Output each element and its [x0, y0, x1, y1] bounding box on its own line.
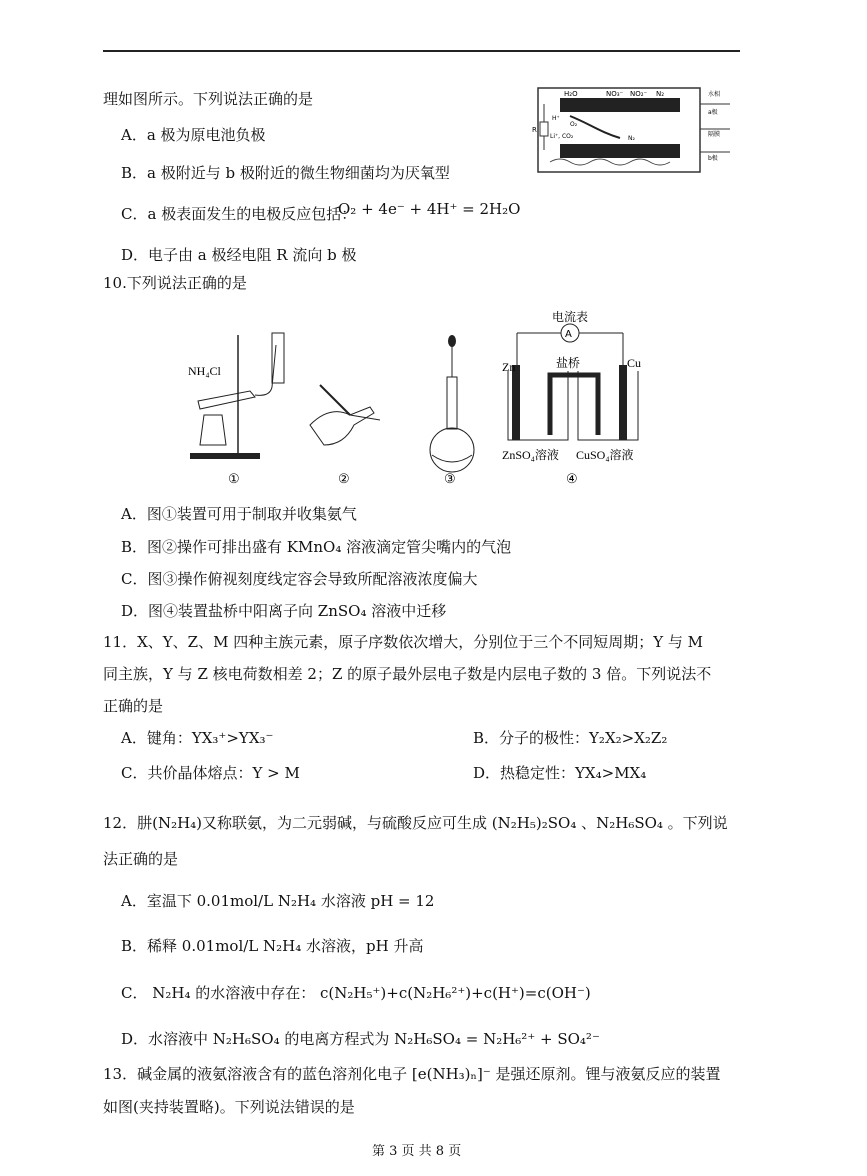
- q11-option-c: C．共价晶体熔点：Y > M: [121, 764, 300, 782]
- q11-stem-line1: 11．X、Y、Z、M 四种主族元素，原子序数依次增大，分别位于三个不同短周期；Y 与 M: [103, 633, 704, 651]
- q12-stem-line1: 12．肼(N₂H₄)又称联氨，为二元弱碱，与硫酸反应可生成 (N₂H₅)₂SO₄ 、N₂H₆SO₄ 。下列说: [103, 814, 728, 832]
- q10-fig4-znso4-label: ZnSO₄溶液: [502, 448, 559, 462]
- q9-fig-label-water: 水相: [708, 91, 721, 98]
- q10-fig2-number: ②: [338, 471, 350, 486]
- q12-option-d: D．水溶液中 N₂H₆SO₄ 的电离方程式为 N₂H₆SO₄ = N₂H₆²⁺ + SO₄²⁻: [121, 1030, 600, 1048]
- q10-fig3-number: ③: [444, 471, 456, 486]
- q10-fig1-label: NH₄Cl: [188, 364, 221, 378]
- header-rule: [103, 50, 740, 52]
- q9-option-b: B．a 极附近与 b 极附近的微生物细菌均为厌氧型: [121, 164, 450, 182]
- q10-fig4-number: ④: [566, 471, 578, 486]
- q9-fig-label-no3: NO₃⁻: [606, 90, 624, 98]
- q10-option-a: A．图①装置可用于制取并收集氨气: [121, 505, 357, 523]
- q9-fig-label-membrane: 隔膜: [708, 131, 721, 138]
- q10-fig4-zn-label: Zn: [502, 360, 516, 374]
- q9-figure: [530, 84, 745, 179]
- q10-fig4: [502, 309, 641, 486]
- q9-fig-label-no2: NO₂⁻: [630, 90, 648, 98]
- q11-stem-line3: 正确的是: [103, 697, 164, 715]
- q9-option-d: D．电子由 a 极经电阻 R 流向 b 极: [121, 246, 357, 264]
- q10-fig2: [310, 385, 380, 486]
- q11-option-d: D．热稳定性：YX₄>MX₄: [473, 764, 647, 782]
- q10-fig1-number: ①: [228, 471, 240, 486]
- q9-option-c: C．a 极表面发生的电极反应包括：: [121, 205, 357, 223]
- q12-stem-line2: 法正确的是: [103, 850, 179, 868]
- q10-fig3: [430, 335, 474, 486]
- q10-option-b: B．图②操作可排出盛有 KMnO₄ 溶液滴定管尖嘴内的气泡: [121, 538, 512, 556]
- q9-fig-label-r: R: [532, 126, 537, 134]
- q9-fig-label-n2-mid: N₂: [628, 135, 635, 142]
- q12-option-b: B．稀释 0.01mol/L N₂H₄ 水溶液，pH 升高: [121, 937, 424, 955]
- q10-fig4-ammeter-label: 电流表: [552, 310, 589, 324]
- q11-stem-line2: 同主族，Y 与 Z 核电荷数相差 2；Z 的原子最外层电子数是内层电子数的 3 倍。下列说法不: [103, 665, 712, 683]
- q10-figures: [180, 305, 660, 490]
- q13-stem-line1: 13．碱金属的液氨溶液含有的蓝色溶剂化电子 [e(NH₃)ₙ]⁻ 是强还原剂。锂与液氨反应的装置: [103, 1065, 721, 1083]
- q9-fig-label-li-co2: Li⁺, CO₂: [550, 133, 574, 140]
- page-number: 第 3 页 共 8 页: [372, 1144, 462, 1159]
- q9-fig-label-b: b极: [708, 155, 718, 162]
- q13-stem-line2: 如图(夹持装置略)。下列说法错误的是: [103, 1098, 355, 1116]
- q9-fig-label-n2-top: N₂: [656, 90, 665, 98]
- q10-fig4-saltbridge-label: 盐桥: [556, 356, 581, 370]
- q12-option-a: A．室温下 0.01mol/L N₂H₄ 水溶液 pH = 12: [121, 892, 435, 910]
- q9-intro: 理如图所示。下列说法正确的是: [103, 90, 314, 108]
- q9-option-c-equation: O₂ + 4e⁻ + 4H⁺ = 2H₂O: [338, 200, 521, 218]
- q9-option-a: A．a 极为原电池负极: [121, 126, 266, 144]
- q10-option-c: C．图③操作俯视刻度线定容会导致所配溶液浓度偏大: [121, 570, 478, 588]
- q12-option-c: C． N₂H₄ 的水溶液中存在： c(N₂H₅⁺)+c(N₂H₆²⁺)+c(H⁺)=c(OH⁻): [121, 984, 591, 1002]
- q10-fig1: [188, 333, 284, 486]
- q10-fig4-cu-label: Cu: [627, 356, 642, 370]
- q9-fig-label-o2: O₂: [570, 121, 578, 128]
- q9-fig-label-a: a极: [708, 109, 718, 116]
- q11-option-a: A．键角：YX₃⁺>YX₃⁻: [121, 729, 274, 747]
- q9-fig-label-h: H⁺: [552, 115, 560, 122]
- q10-option-d: D．图④装置盐桥中阳离子向 ZnSO₄ 溶液中迁移: [121, 602, 447, 620]
- q9-fig-label-h2o: H₂O: [564, 90, 578, 98]
- q10-fig4-ammeter-a: A: [565, 329, 572, 340]
- q10-stem: 10.下列说法正确的是: [103, 274, 247, 292]
- q10-fig4-cuso4-label: CuSO₄溶液: [576, 448, 634, 462]
- q11-option-b: B．分子的极性：Y₂X₂>X₂Z₂: [473, 729, 668, 747]
